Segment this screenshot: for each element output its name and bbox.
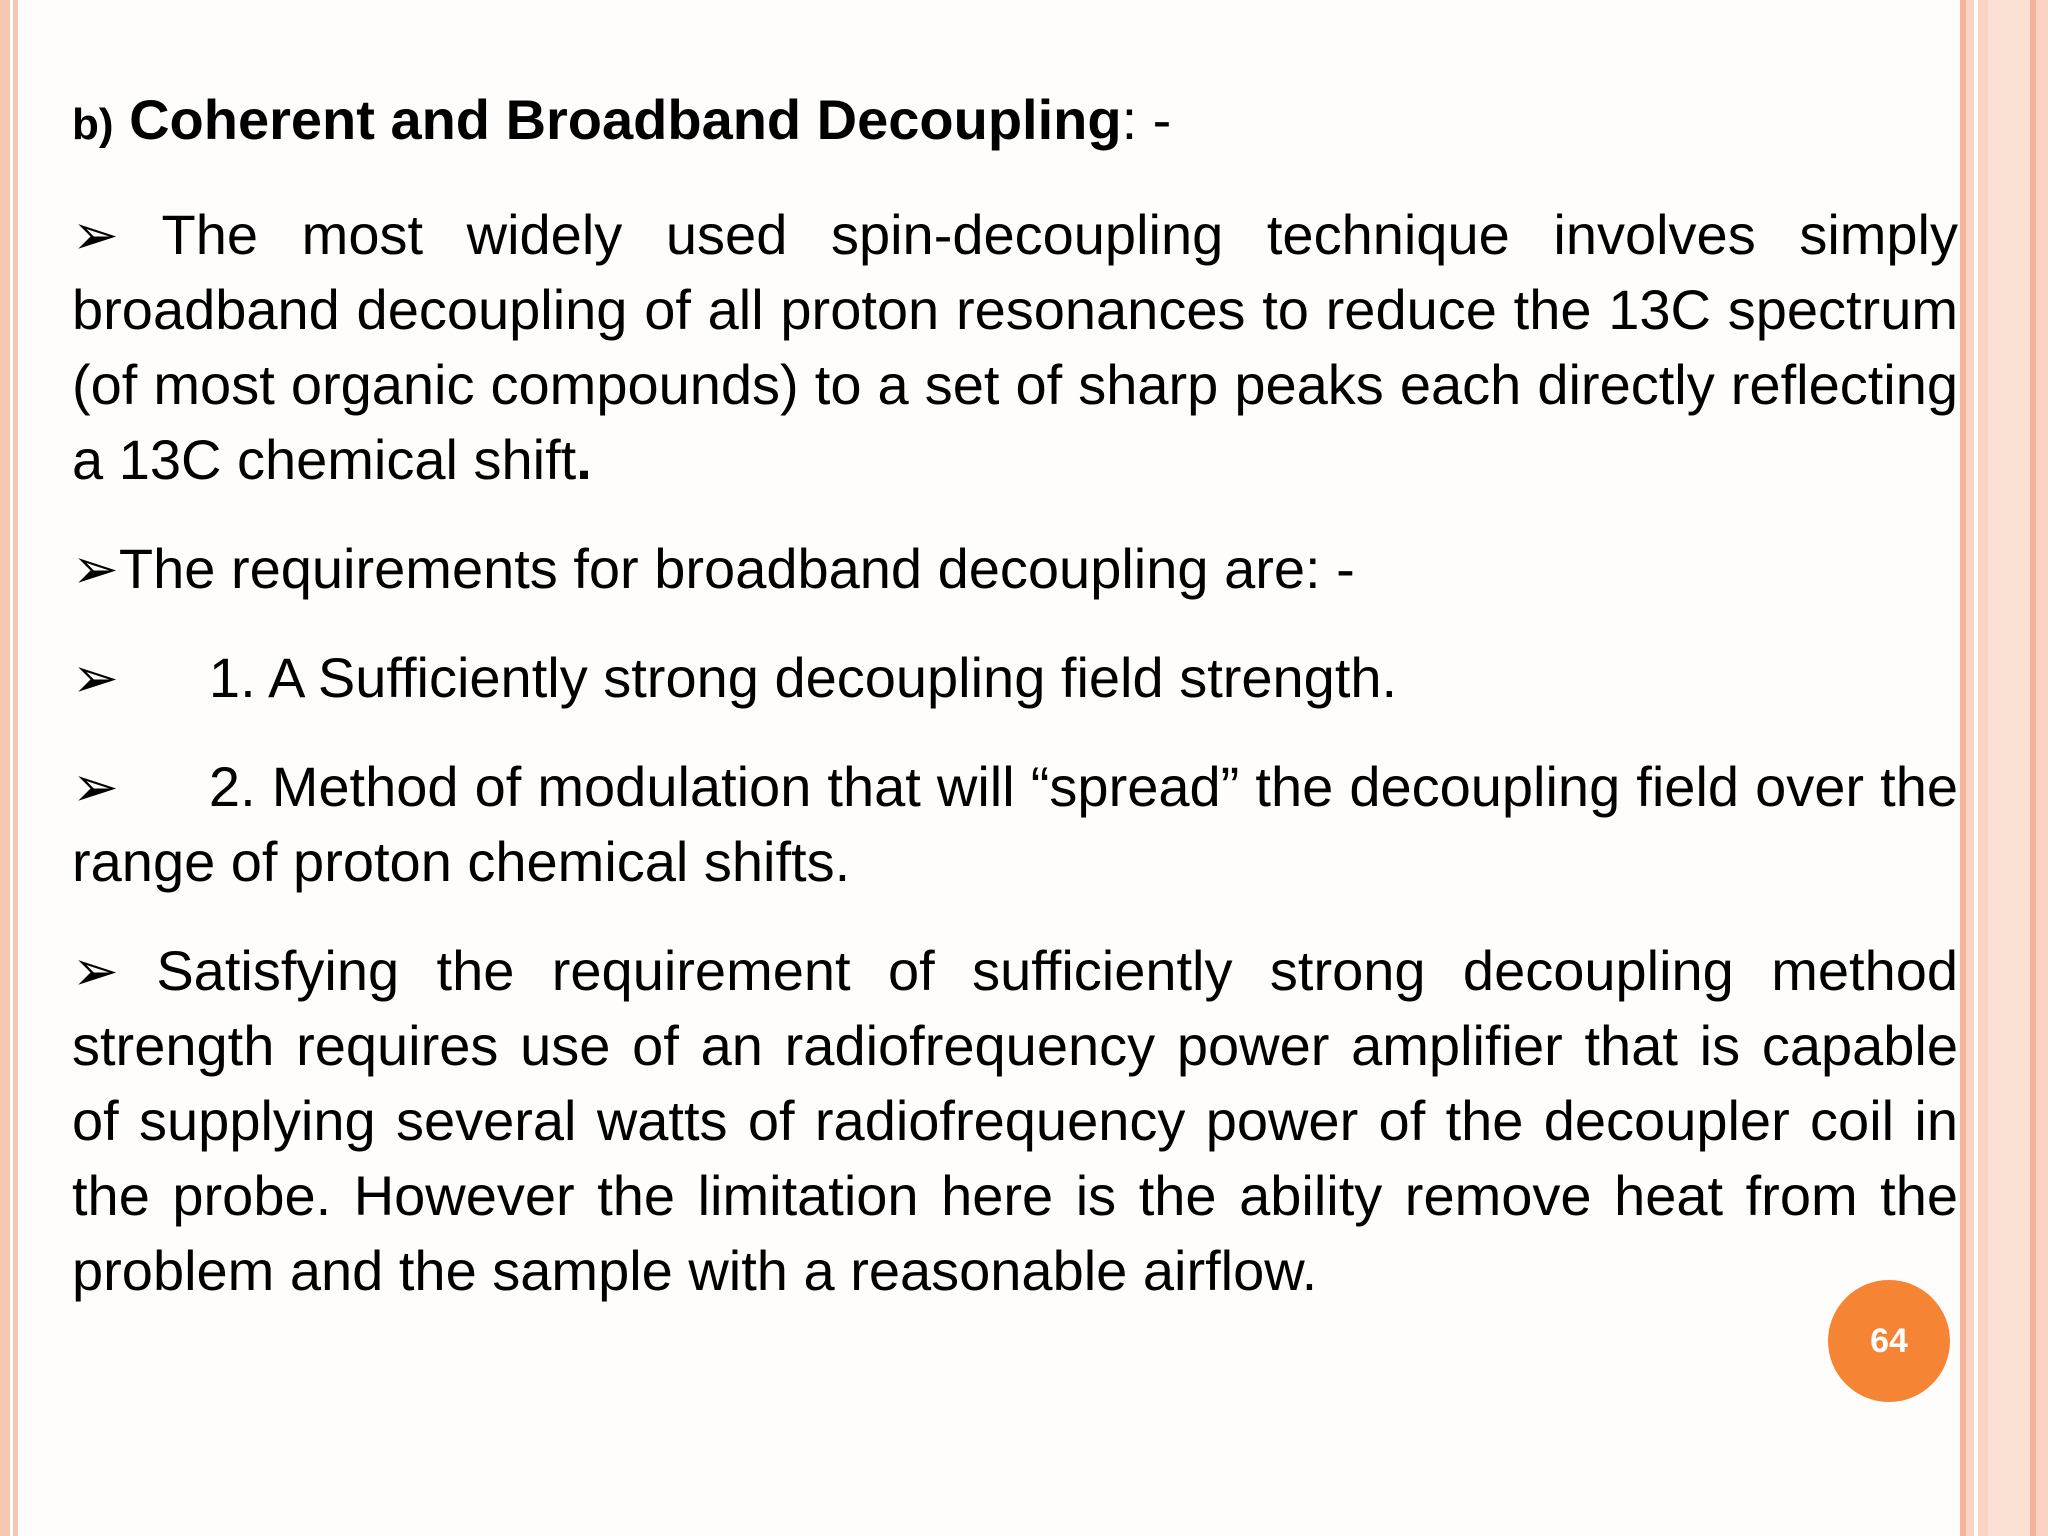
heading-prefix: b): [72, 100, 114, 149]
paragraph-requirement-2: [72, 749, 1958, 899]
paragraph-text: The most widely used spin-decoupling technique involves simply broadband decoupling of all proton resonances to reduce the 13C spectrum (of most organic compounds) to a set of sharp peaks each directly reflecting a 13C chemical shift: [72, 203, 1958, 491]
slide-content: [72, 80, 1958, 1342]
paragraph-text: 1. A Sufficiently strong decoupling field strength.: [208, 646, 1398, 709]
bullet-arrow-icon: ➢: [72, 755, 119, 818]
paragraph-requirement-1: [72, 640, 1958, 715]
paragraph-end-period: .: [576, 428, 592, 491]
bullet-arrow-icon: ➢: [72, 939, 119, 1002]
heading-title: Coherent and Broadband Decoupling: [129, 88, 1122, 151]
right-decorative-border: [1960, 0, 2048, 1536]
slide-heading: [72, 80, 1958, 165]
heading-suffix: : -: [1121, 88, 1172, 151]
paragraph-satisfying-requirement: [72, 933, 1958, 1308]
paragraph-text: Satisfying the requirement of sufficiently strong decoupling method strength requires use of an radiofrequency power amplifier that is capable of supplying several watts of radiofrequency power of the decoupler coil in the probe. However the limitation here is the ability remove heat from the problem and the sample with a reasonable airflow.: [72, 939, 1958, 1302]
paragraph-requirements: [72, 531, 1958, 606]
page-number-badge: 64: [1828, 1280, 1950, 1402]
bullet-arrow-icon: ➢: [72, 646, 119, 709]
paragraph-text: 2. Method of modulation that will “spread” the decoupling field over the range of proton chemical shifts.: [72, 755, 1958, 893]
bullet-arrow-icon: ➢: [72, 537, 119, 600]
paragraph-text: The requirements for broadband decoupling are: -: [118, 537, 1355, 600]
bullet-arrow-icon: ➢: [72, 203, 119, 266]
left-decorative-border: [0, 0, 18, 1536]
paragraph-decoupling-technique: [72, 197, 1958, 497]
